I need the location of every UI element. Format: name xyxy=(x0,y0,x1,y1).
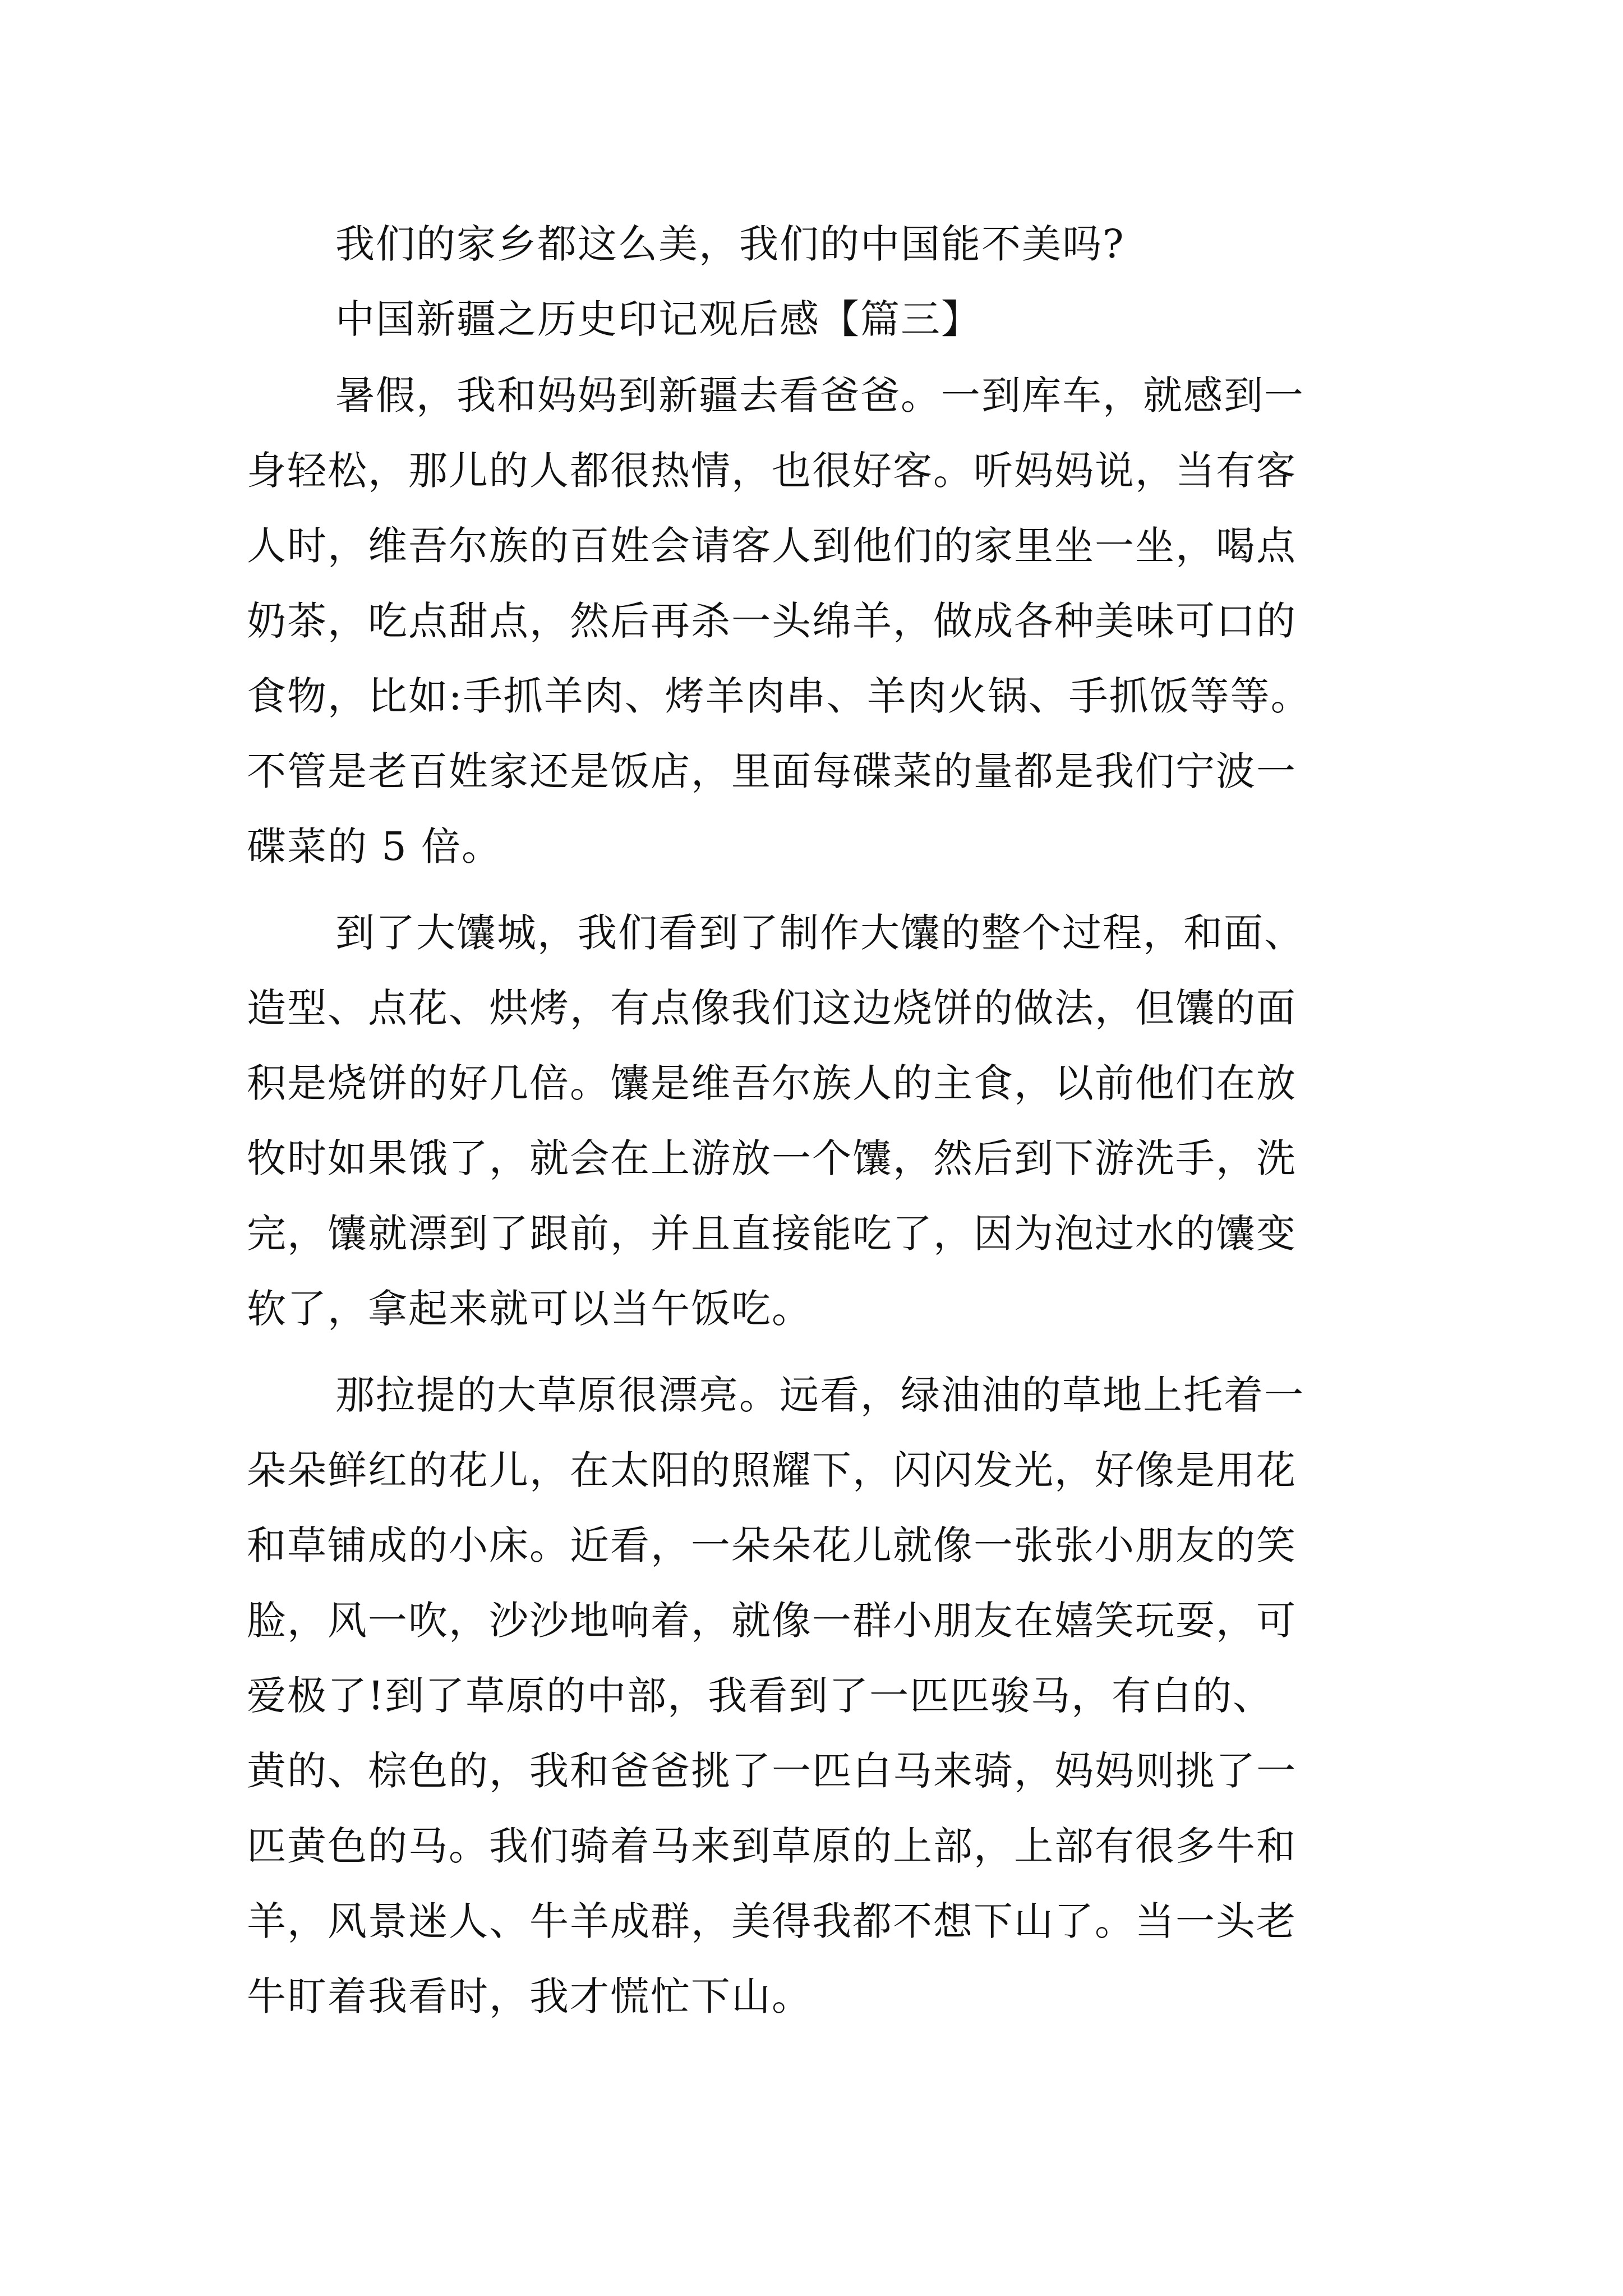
text-line: 暑假，我和妈妈到新疆去看爸爸。一到库车，就感到一 xyxy=(335,372,1304,418)
text-line: 人时，维吾尔族的百姓会请客人到他们的家里坐一坐，喝点 xyxy=(247,523,1297,569)
text-line: 牛盯着我看时，我才慌忙下山。 xyxy=(247,1973,812,2019)
text-line: 食物，比如:手抓羊肉、烤羊肉串、羊肉火锅、手抓饭等等。 xyxy=(247,673,1311,719)
text-line: 朵朵鲜红的花儿，在太阳的照耀下，闪闪发光，好像是用花 xyxy=(247,1447,1297,1493)
text-line: 碟菜的 5 倍。 xyxy=(247,823,502,869)
text-line: 软了，拿起来就可以当午饭吃。 xyxy=(247,1286,812,1332)
text-line: 爱极了!到了草原的中部，我看到了一匹匹骏马，有白的、 xyxy=(247,1673,1274,1719)
text-line: 完，馕就漂到了跟前，并且直接能吃了，因为泡过水的馕变 xyxy=(247,1211,1297,1257)
text-line: 身轻松，那儿的人都很热情，也很好客。听妈妈说，当有客 xyxy=(247,448,1297,494)
text-line: 到了大馕城，我们看到了制作大馕的整个过程，和面、 xyxy=(335,910,1304,956)
text-line: 羊，风景迷人、牛羊成群，美得我都不想下山了。当一头老 xyxy=(247,1898,1297,1944)
section-heading: 中国新疆之历史印记观后感【篇三】 xyxy=(335,296,981,342)
text-line: 那拉提的大草原很漂亮。远看，绿油油的草地上托着一 xyxy=(335,1372,1304,1418)
text-line: 造型、点花、烘烤，有点像我们这边烧饼的做法，但馕的面 xyxy=(247,985,1297,1031)
text-line: 黄的、棕色的，我和爸爸挑了一匹白马来骑，妈妈则挑了一 xyxy=(247,1748,1297,1794)
paragraph-closing-line: 我们的家乡都这么美，我们的中国能不美吗? xyxy=(335,221,1125,267)
text-line: 积是烧饼的好几倍。馕是维吾尔族人的主食，以前他们在放 xyxy=(247,1060,1297,1106)
text-line: 和草铺成的小床。近看，一朵朵花儿就像一张张小朋友的笑 xyxy=(247,1522,1297,1568)
text-line: 不管是老百姓家还是饭店，里面每碟菜的量都是我们宁波一 xyxy=(247,748,1297,794)
text-line: 牧时如果饿了，就会在上游放一个馕，然后到下游洗手，洗 xyxy=(247,1135,1297,1181)
text-line: 脸，风一吹，沙沙地响着，就像一群小朋友在嬉笑玩耍，可 xyxy=(247,1598,1297,1644)
text-line: 奶茶，吃点甜点，然后再杀一头绵羊，做成各种美味可口的 xyxy=(247,598,1297,644)
text-line: 匹黄色的马。我们骑着马来到草原的上部，上部有很多牛和 xyxy=(247,1823,1297,1869)
